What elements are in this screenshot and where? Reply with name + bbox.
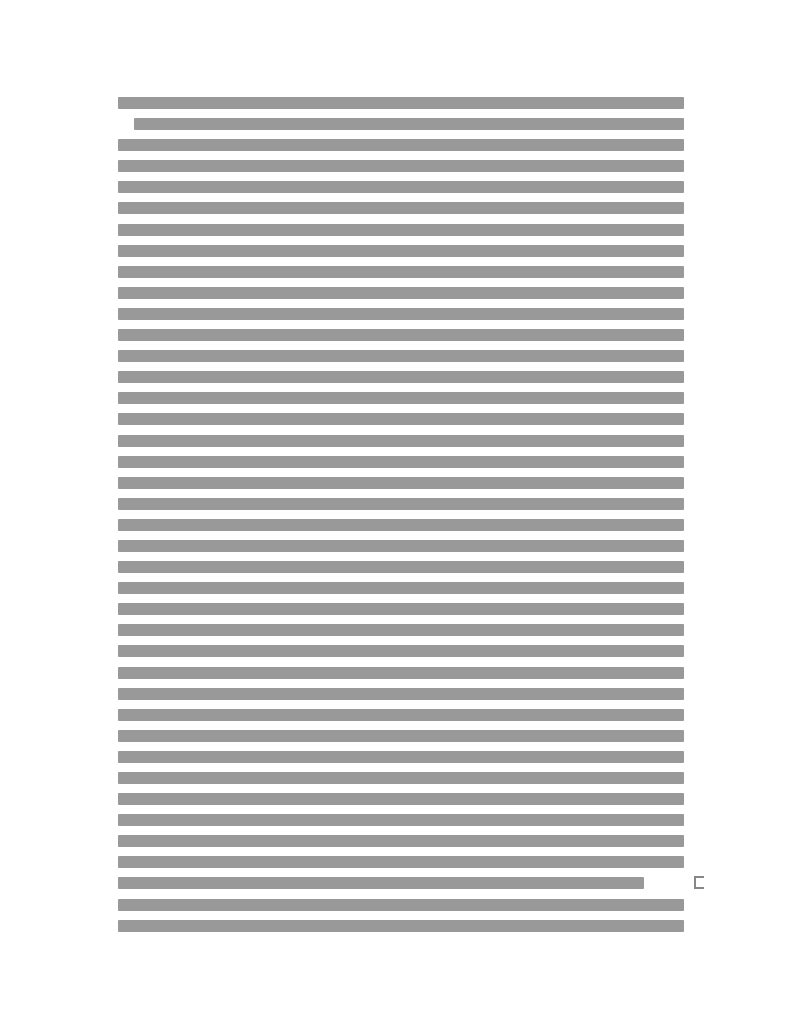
text-line — [118, 92, 684, 113]
text-line — [118, 894, 684, 915]
text-line — [118, 493, 684, 514]
text-line — [118, 915, 684, 936]
text-line — [118, 303, 684, 324]
text-line — [118, 472, 684, 493]
text-line — [118, 282, 684, 303]
text-line — [118, 809, 684, 830]
line-text-placeholder — [118, 877, 644, 889]
line-text-placeholder — [118, 160, 684, 172]
text-line — [118, 261, 684, 282]
line-text-placeholder — [118, 709, 684, 721]
line-text-placeholder — [118, 308, 684, 320]
text-line — [118, 746, 684, 767]
line-text-placeholder — [118, 287, 684, 299]
line-text-placeholder — [118, 139, 684, 151]
text-line — [118, 556, 684, 577]
line-text-placeholder — [118, 477, 684, 489]
margin-mark — [694, 876, 704, 889]
text-line — [118, 704, 684, 725]
line-text-placeholder — [118, 519, 684, 531]
line-text-placeholder — [118, 561, 684, 573]
text-line — [118, 872, 684, 893]
line-text-placeholder — [118, 582, 684, 594]
text-line — [118, 113, 684, 134]
text-line — [118, 219, 684, 240]
line-text-placeholder — [118, 181, 684, 193]
line-text-placeholder — [118, 224, 684, 236]
line-text-placeholder — [118, 498, 684, 510]
body-text-block — [118, 92, 684, 936]
line-text-placeholder — [118, 413, 684, 425]
text-line — [118, 366, 684, 387]
text-line — [118, 240, 684, 261]
line-text-placeholder — [118, 835, 684, 847]
text-line — [118, 619, 684, 640]
line-text-placeholder — [118, 856, 684, 868]
text-line — [118, 387, 684, 408]
line-text-placeholder — [118, 920, 684, 932]
line-text-placeholder — [118, 97, 684, 109]
text-line — [118, 851, 684, 872]
text-line — [118, 683, 684, 704]
text-line — [118, 767, 684, 788]
line-text-placeholder — [118, 899, 684, 911]
line-text-placeholder — [118, 435, 684, 447]
line-text-placeholder — [118, 202, 684, 214]
line-text-placeholder — [118, 540, 684, 552]
line-text-placeholder — [118, 624, 684, 636]
line-text-placeholder — [118, 667, 684, 679]
text-line — [118, 788, 684, 809]
text-line — [118, 176, 684, 197]
text-line — [118, 197, 684, 218]
text-line — [118, 155, 684, 176]
text-line — [118, 134, 684, 155]
line-text-placeholder — [118, 751, 684, 763]
line-text-placeholder — [118, 456, 684, 468]
line-text-placeholder — [118, 392, 684, 404]
text-line — [118, 640, 684, 661]
text-line — [118, 408, 684, 429]
line-text-placeholder — [118, 814, 684, 826]
text-line — [118, 535, 684, 556]
line-text-placeholder — [118, 772, 684, 784]
line-text-placeholder — [118, 730, 684, 742]
line-text-placeholder — [118, 329, 684, 341]
text-line — [118, 324, 684, 345]
text-line — [118, 430, 684, 451]
text-line — [118, 451, 684, 472]
line-text-placeholder — [118, 603, 684, 615]
text-line — [118, 345, 684, 366]
line-text-placeholder — [118, 245, 684, 257]
line-text-placeholder — [118, 266, 684, 278]
text-line — [118, 662, 684, 683]
line-text-placeholder — [118, 371, 684, 383]
text-line — [118, 725, 684, 746]
line-text-placeholder — [134, 118, 684, 130]
line-text-placeholder — [118, 350, 684, 362]
line-text-placeholder — [118, 645, 684, 657]
text-line — [118, 598, 684, 619]
line-text-placeholder — [118, 688, 684, 700]
text-line — [118, 514, 684, 535]
text-line — [118, 577, 684, 598]
line-text-placeholder — [118, 793, 684, 805]
text-line — [118, 830, 684, 851]
